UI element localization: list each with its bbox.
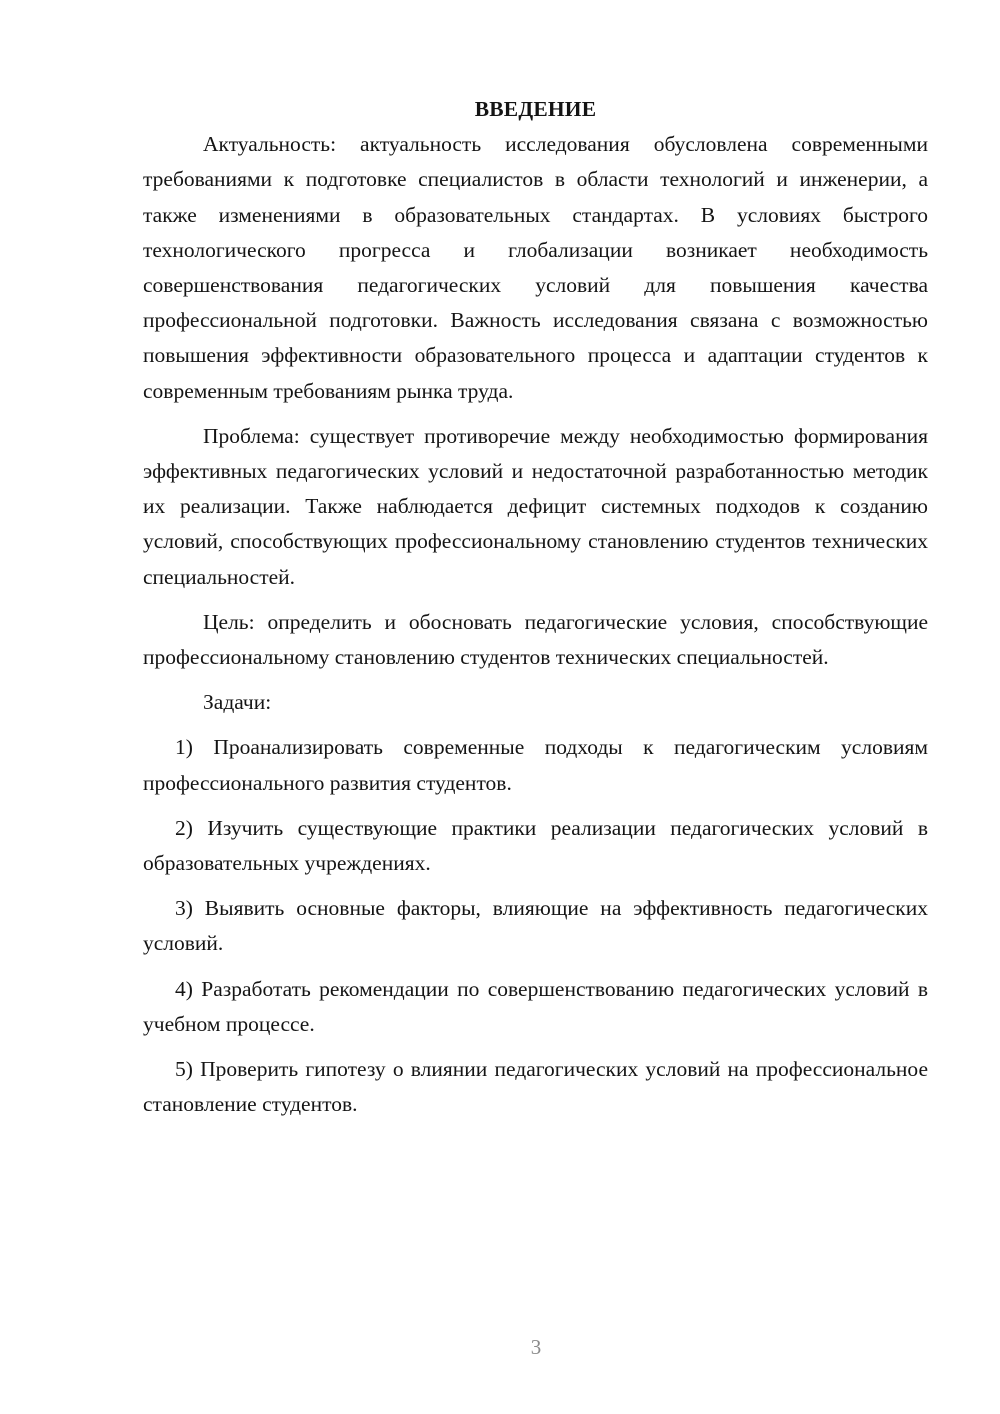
tasks-list	[143, 730, 928, 1122]
tasks-label: Задачи:	[203, 690, 272, 715]
relevance-paragraph: Актуальность: актуальность исследования обусловлена современными требованиями к подготовке специалистов в области технологий и инженерии, а также изменениями в образовательных стандартах. В условиях быстрого технологического прогресса и глобализации возникает необходимость совершенствования педагогических условий для повышения качества профессиональной подготовки. Важность исследования связана с возможностью повышения эффективности образовательного процесса и адаптации студентов к современным требованиям рынка труда.	[143, 132, 928, 403]
page-number: 3	[530, 1335, 542, 1359]
problem-paragraph: Проблема: существует противоречие между необходимостью формирования эффективных педагогических условий и недостаточной разработанностью методик их реализации. Также наблюдается дефицит системных подходов к созданию условий, способствующих профессиональному становлению студентов технических специальностей.	[143, 423, 928, 589]
task-item: 2) Изучить существующие практики реализации педагогических условий в образовательных учреждениях.	[143, 815, 928, 876]
goal-paragraph: Цель: определить и обосновать педагогические условия, способствующие профессиональному становлению студентов технических специальностей.	[143, 609, 928, 670]
page-content	[143, 92, 928, 1122]
section-heading: ВВЕДЕНИЕ	[474, 97, 597, 121]
task-item: 1) Проанализировать современные подходы к педагогическим условиям профессионального развития студентов.	[143, 735, 928, 795]
task-item: 3) Выявить основные факторы, влияющие на эффективность педагогических условий.	[143, 896, 928, 956]
task-item: 4) Разработать рекомендации по совершенствованию педагогических условий в учебном процессе.	[143, 976, 928, 1036]
task-item: 5) Проверить гипотезу о влиянии педагогических условий на профессиональное становление студентов.	[143, 1057, 928, 1117]
